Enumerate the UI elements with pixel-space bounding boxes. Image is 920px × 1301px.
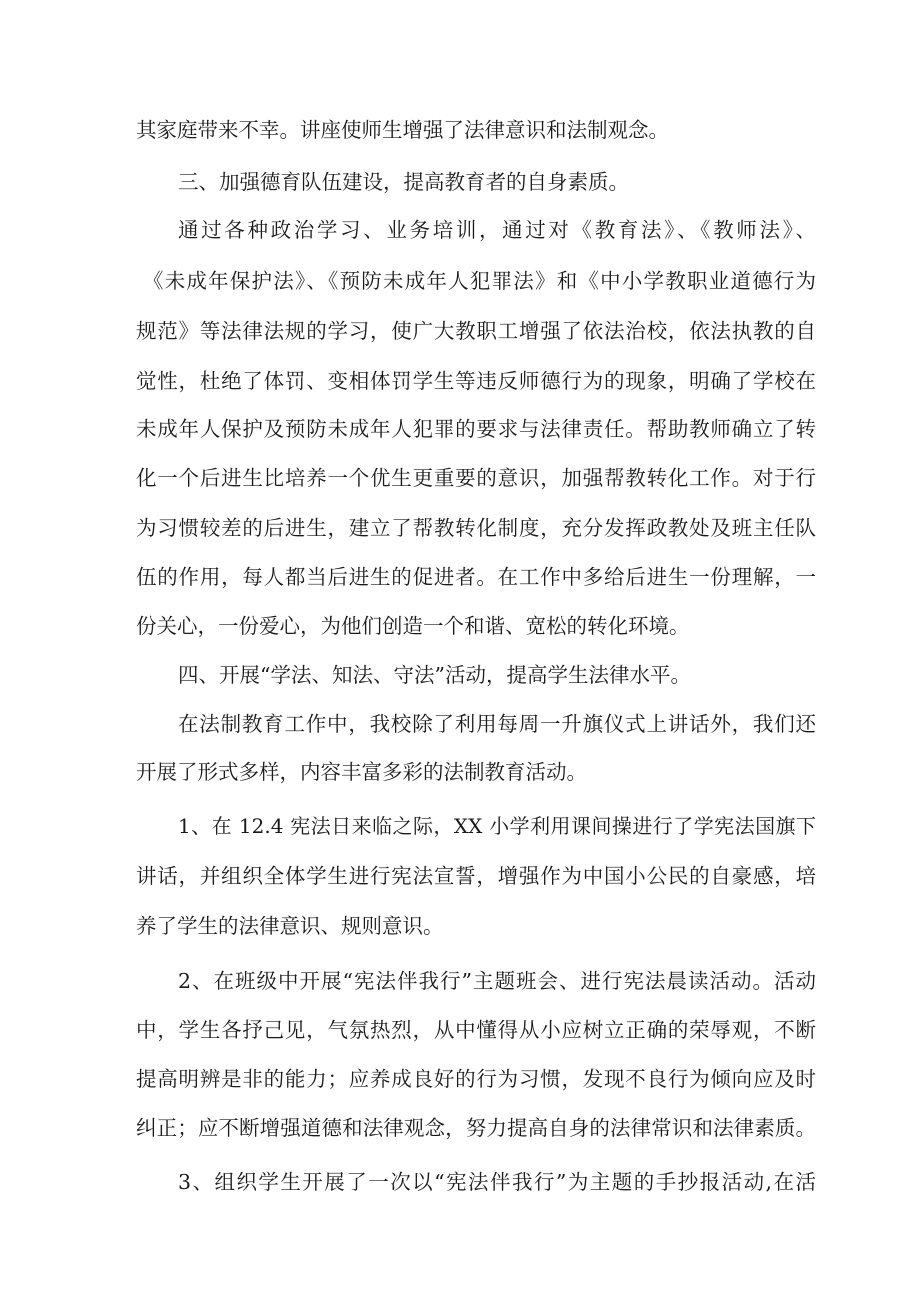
text-line: 其家庭带来不幸。讲座使师生增强了法律意识和法制观念。	[136, 118, 669, 142]
section-heading-3: 三、加强德育队伍建设，提高教育者的自身素质。	[178, 170, 629, 194]
text-line: 未成年人保护及预防未成年人犯罪的要求与法律责任。帮助教师确立了转	[136, 417, 816, 441]
text-line: 化一个后进生比培养一个优生更重要的意识，加强帮教转化工作。对于行	[136, 466, 816, 490]
text-line: 《未成年保护法》、《预防未成年人犯罪法》和《中小学教职业道德行为	[143, 269, 816, 293]
list-item-3: 3、组织学生开展了一次以“宪法伴我行”为主题的手抄报活动,在活	[178, 1170, 816, 1194]
text-line: 伍的作用，每人都当后进生的促进者。在工作中多给后进生一份理解，一	[136, 565, 816, 589]
list-item-2: 2、在班级中开展“宪法伴我行”主题班会、进行宪法晨读活动。活动	[178, 969, 816, 993]
text-line: 讲话，并组织全体学生进行宪法宣誓，增强作为中国小公民的自豪感，培	[136, 864, 816, 888]
text-line: 觉性，杜绝了体罚、变相体罚学生等违反师德行为的现象，明确了学校在	[136, 369, 816, 393]
text-line: 为习惯较差的后进生，建立了帮教转化制度，充分发挥政教处及班主任队	[136, 516, 816, 540]
text-line: 养了学生的法律意识、规则意识。	[136, 914, 444, 938]
text-line: 在法制教育工作中，我校除了利用每周一升旗仪式上讲话外，我们还	[178, 712, 816, 736]
text-line: 份关心，一份爱心，为他们创造一个和谐、宽松的转化环境。	[136, 614, 690, 638]
text-line: 开展了形式多样，内容丰富多彩的法制教育活动。	[136, 760, 587, 784]
text-line: 通过各种政治学习、业务培训，通过对《教育法》、《教师法》、	[178, 218, 816, 242]
text-line: 规范》等法律法规的学习，使广大教职工增强了依法治校，依法执教的自	[136, 319, 816, 343]
text-line: 纠正；应不断增强道德和法律观念，努力提高自身的法律常识和法律素质。	[136, 1116, 816, 1140]
section-heading-4: 四、开展“学法、知法、守法”活动，提高学生法律水平。	[178, 663, 691, 687]
text-line: 提高明辨是非的能力；应养成良好的行为习惯，发现不良行为倾向应及时	[136, 1067, 816, 1091]
text-line: 中，学生各抒己见，气氛热烈，从中懂得从小应树立正确的荣辱观，不断	[136, 1018, 816, 1042]
list-item-1: 1、在 12.4 宪法日来临之际，XX 小学利用课间操进行了学宪法国旗下	[178, 814, 816, 838]
